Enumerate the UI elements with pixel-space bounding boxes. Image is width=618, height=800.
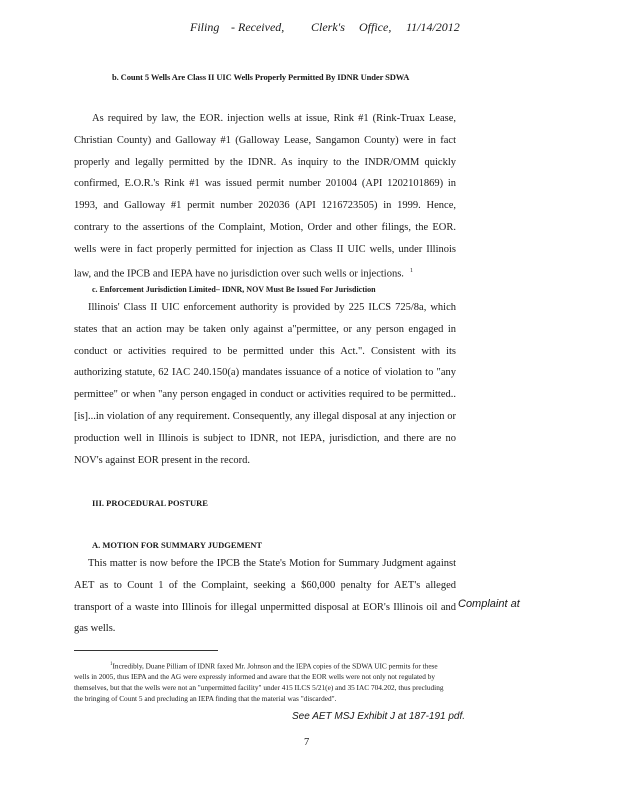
section-b-heading: b. Count 5 Wells Are Class II UIC Wells Properly Permitted By IDNR Under SDWA [112, 72, 410, 82]
header-clerks: Clerk's [311, 20, 345, 34]
header-received: - Received, [231, 20, 285, 34]
section-a-body [74, 553, 456, 640]
header-date: 11/14/2012 [406, 20, 460, 34]
footnote-number: 1 [110, 662, 113, 667]
footnote-citation: See AET MSJ Exhibit J at 187-191 pdf. [292, 711, 466, 722]
footnote-text: Incredibly, Duane Pilliam of IDNR faxed Mr. Johnson and the IEPA copies of the SDWA UIC permits for these wells in 2005, thus IEPA and the AG were expressly informed and aware that the EOR wells were not only not regulated by themselves, but that the wells were not an "unpermitted facility" under 415 ILCS 5/21(e) and 35 IAC 704.202, thus precluding the bringing of Count 5 and precluding an IEPA finding that the material was "discarded". [74, 661, 444, 704]
section-c-body [74, 297, 456, 471]
header-filing: Filing [190, 20, 220, 34]
section-c-paragraph: Illinois' Class II UIC enforcement authority is provided by 225 ILCS 725/8a, which states that an action may be taken only against a"permittee, or any person engaged in conduct or activities required to be permitted under this Act.". Consistent with its authorizing statute, 62 IAC 240.150(a) mandates issuance of a notice of violation to "any permittee" or when "any person engaged in conduct or activities required to be permitted..[is]...in violation of any requirement. Consequently, any illegal disposal at any injection or production well in Illinois is subject to IDNR, not IEPA, jurisdiction, and there are no NOV's against EOR present in the record. [74, 302, 456, 466]
section-b-paragraph: As required by law, the EOR. injection wells at issue, Rink #1 (Rink-Truax Lease, Christian County) and Galloway #1 (Galloway Lease, Sangamon County) were in fact properly and legally permitted by the IDNR. As inquiry to the INDR/OMM quickly confirmed, E.O.R.'s Rink #1 was issued permit number 201004 (API 1202101869) in 1993, and Galloway #1 permit number 202036 (API 1216723505) in 1999. Hence, contrary to the assertions of the Complaint, Motion, Order and other filings, the EOR. wells were in fact properly permitted for injection as Class II UIC wells, under Illinois law, and the IPCB and IEPA have no jurisdiction over such wells or injections. [74, 113, 456, 280]
section-iii-heading: III. PROCEDURAL POSTURE [92, 498, 208, 508]
footnote [74, 659, 454, 704]
footnote-divider [74, 650, 218, 651]
section-a-paragraph: This matter is now before the IPCB the State's Motion for Summary Judgment against AET as to Count 1 of the Complaint, seeking a $60,000 penalty for AET's alleged transport of a waste into Illinois for illegal unpermitted disposal at EOR's Illinois oil and gas wells. [74, 558, 456, 635]
section-b-body [74, 108, 456, 285]
header-office: Office, [359, 20, 392, 34]
section-c-heading: c. Enforcement Jurisdiction Limited– IDNR, NOV Must Be Issued For Jurisdiction [92, 285, 376, 294]
page-number: 7 [304, 737, 310, 748]
footnote-ref: 1 [409, 267, 413, 274]
section-a-heading: A. MOTION FOR SUMMARY JUDGEMENT [92, 540, 263, 550]
complaint-at-citation: Complaint at [458, 598, 520, 610]
